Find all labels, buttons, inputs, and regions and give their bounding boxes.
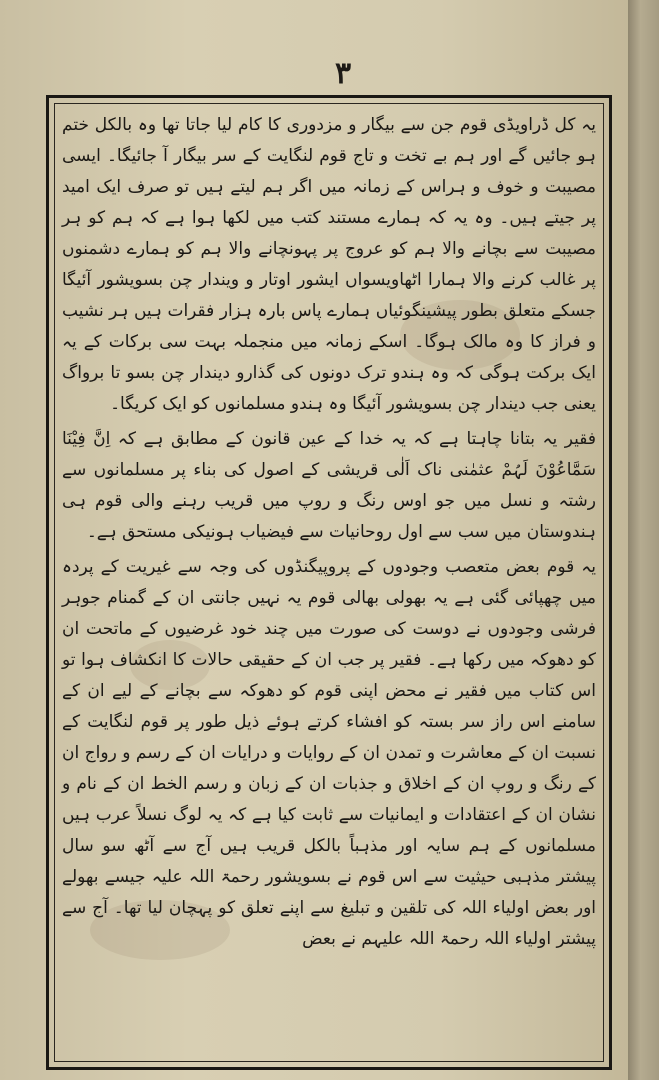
page-number: ۳ [334, 56, 352, 91]
paragraph-1: یہ کل ڈراویڈی قوم جن سے بیگار و مزدوری کا کام لیا جاتا تھا وہ بالکل ختم ہو جائیں گے اور ہم بے تخت و تاج قوم لنگایت کے سر بیگار آ جائیگا۔ ایسی مصیبت و خوف و ہراس کے زمانہ میں اگر ہم لیتے ہیں تو صرف ایک امید پر جیتے ہیں۔ وہ یہ کہ ہمارے مستند کتب میں لکھا ہوا ہے کہ ہم کو ہر مصیبت سے بچانے والا ہم کو عروج پر پہونچانے والا ہم کو ہمارے دشمنوں پر غالب کرنے والا ہمارا اٹھاویسواں ایشور اوتار و ویندار چن بسویشور آئیگا جسکے متعلق بطور پیشینگوئیاں ہمارے پاس بارہ ہزار فقرات ہیں ہر نشیب و فراز کا وہ مالک ہوگا۔ اسکے زمانہ میں منجملہ بہت سی برکات کے یہ ایک برکت ہوگی کہ وہ ہندو ترک دونوں کی گذارو دیندار چن بسو تا برواگ یعنی جب دیندار چن بسویشور آئیگا وہ ہندو مسلمانوں کو ایک کریگا۔ [62, 115, 596, 414]
body-text [62, 110, 596, 1055]
paragraph-3: یہ قوم بعض متعصب وجودوں کے پروپیگنڈوں کی وجہ سے غیریت کے پردہ میں چھپائی گئی ہے یہ بھولی بھالی قوم یہ نہیں جانتی ان کے گمنام جوہر فرشی وجودوں نے دوست کی صورت میں چند خود غرضیوں کے ماتحت ان کو دھوکہ میں رکھا ہے۔ فقیر پر جب ان کے حقیقی حالات کا انکشاف ہوا تو اس کتاب میں فقیر نے محض اپنی قوم کو دھوکہ سے بچانے کے لیے ان کے سامنے اس راز سر بستہ کو افشاء کرتے ہوئے ذیل طور پر قوم لنگایت کے نسبت ان کے معاشرت و تمدن ان کے روایات و درایات ان کے رسم و رواج ان کے رنگ و روپ ان کے اخلاق و جذبات ان کے زبان و رسم الخط ان کے نام و نشان ان کے اعتقادات و ایمانیات سے ثابت کیا ہے کہ یہ لوگ نسلاً عرب ہیں مسلمانوں کے ہم سایہ اور مذہباً بالکل قریب ہیں آج سے آٹھ سو سال پیشتر مذہبی حیثیت سے اس قوم نے بسویشور رحمۃ اللہ علیہ جیسے بھولے اور بعض اولیاء اللہ کی تلقین و تبلیغ سے اپنے تعلق کو پہچان لیا تھا۔ آج سے پیشتر اولیاء اللہ رحمۃ اللہ علیہم نے بعض [62, 557, 596, 949]
paragraph-2: فقیر یہ بتانا چاہتا ہے کہ یہ خدا کے عین قانون کے مطابق ہے کہ اِنَّ فِیْنَا سَمَّاعُوْنَ لَہُمْ عثمٰنی ناک اَلٰی قریشی کے اصول کی بناء پر مسلمانوں سے رشتہ و نسل میں جو اوس رنگ و روپ میں قریب رہنے والی قوم ہی ہندوستان میں سب سے اول روحانیات سے فیضیاب ہونیکی مستحق ہے۔ [62, 429, 596, 542]
page-edge [628, 0, 659, 1080]
